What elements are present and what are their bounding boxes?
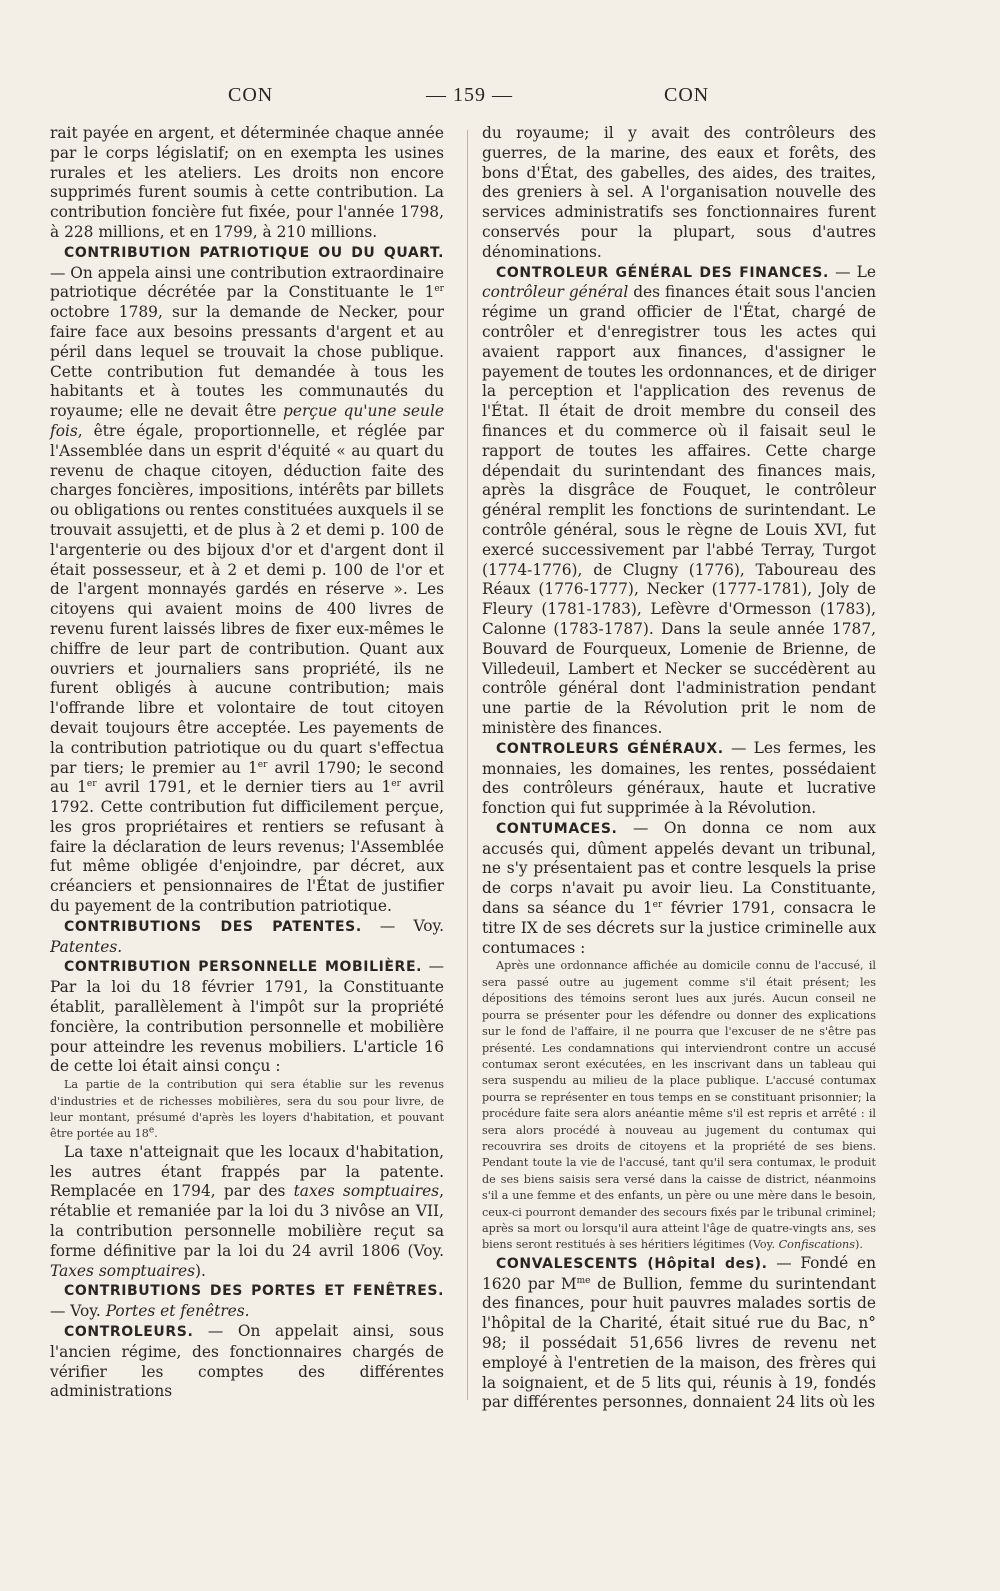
entry-controleurs: CONTROLEURS. — On appelait ainsi, sous l'ancien régime, des fonctionnaires chargés de vérifier les comptes des différentes administrations [50,1322,444,1401]
entry-heading: CONTROLEURS. [64,1324,194,1341]
paragraph: rait payée en argent, et déterminée chaque année par le corps législatif; on en exempta les usines rurales et les ateliers. Les droits non encore supprimés furent soumis à cette contribution. La contribution foncière fut fixée, pour l'année 1798, à 228 millions, et en 1799, à 210 millions. [50,124,444,241]
entry-heading: CONTRIBUTION PATRIOTIQUE OU DU QUART. [64,244,444,261]
entry-heading: CONTRIBUTIONS DES PATENTES. [64,918,362,935]
entry-contribution-personnelle: CONTRIBUTION PERSONNELLE MOBILIÈRE. — Par la loi du 18 février 1791, la Constituante établit, parallèlement à l'impôt sur la propriété foncière, la contribution personnelle et mobilière pour atteindre les revenus mobiliers. L'article 16 de cette loi était ainsi conçu : [50,957,444,1076]
header-left: CON [228,84,274,106]
quoted-article: La partie de la contribution qui sera établie sur les revenus d'industries et de richesses mobilières, sera du sou pour livre, de leur montant, présumé d'après les loyers d'habitation, et pouvant être portée au 18e. [50,1078,444,1141]
running-header [0,84,1000,114]
left-column [50,124,444,1402]
entry-portes-fenetres: CONTRIBUTIONS DES PORTES ET FENÊTRES. — Voy. Portes et fenêtres. [50,1283,444,1321]
entry-controleur-general: CONTROLEUR GÉNÉRAL DES FINANCES. — Le contrôleur général des finances était sous l'ancien régime un grand officier de l'État, chargé de contrôler et d'enregistrer tous les actes qui avaient rapport aux finances, d'assigner le payement de toutes les ordonnances, et de diriger la perception et l'application des revenus de l'État. Il était de droit membre du conseil des finances et du commerce où il faisait seul le rapport de toutes les affaires. Cette charge dépendait du surintendant des finances mais, après la disgrâce de Fouquet, le contrôleur général remplit les fonctions de surintendant. Le contrôle général, sous le règne de Louis XVI, fut exercé successivement par l'abbé Terray, Turgot (1774-1776), de Clugny (1776), Taboureau des Réaux (1776-1777), Necker (1777-1781), Joly de Fleury (1781-1783), Lefèvre d'Ormesson (1783), Calonne (1783-1787). Dans la seule année 1787, Bouvard de Fourqueux, Lomenie de Brienne, de Villedeuil, Lambert et Necker se succédèrent au contrôle général dont l'administration pendant une partie de la Révolution prit le nom de ministère des finances. [482,262,876,737]
column-divider [467,130,468,1400]
entry-heading: CONTROLEUR GÉNÉRAL DES FINANCES. [496,264,829,281]
entry-contributions-patentes: CONTRIBUTIONS DES PATENTES. — Voy. Patentes. [50,916,444,956]
entry-heading: CONTROLEURS GÉNÉRAUX. [496,740,724,757]
paragraph: du royaume; il y avait des contrôleurs des guerres, de la marine, des eaux et forêts, des bons d'État, des gabelles, des aides, des traites, des greniers à sel. A l'organisation nouvelle des services administratifs ses fonctionnaires furent conservés pour la plupart, sous d'autres dénominations. [482,124,876,261]
quoted-decree: Après une ordonnance affichée au domicile connu de l'accusé, il sera passé outre au jugement comme s'il était présent; les dépositions des témoins seront lues aux jurés. Aucun conseil ne pourra se présenter pour les défendre ou donner des explications sur le fond de l'affaire, il ne pourra que l'excuser de ne s'être pas présenté. Les condamnations qui interviendront contre un accusé contumax seront exécutées, en les inscrivant dans un tableau qui sera suspendu au milieu de la place publique. L'accusé contumax pourra se représenter en tous temps en se constituant prisonnier; la procédure faite sera alors anéantie même s'il est repris et arrêté : il sera alors procédé à nouveau au jugement du contumax qui recouvrira ses droits de citoyens et la propriété de ses biens. Pendant toute la vie de l'accusé, tant qu'il sera contumax, le produit de ses biens saisis sera versé dans la caisse de district, néanmoins s'il a une femme et des enfants, un père ou une mère dans le besoin, ceux-ci pourront demander des secours fixés par le tribunal criminel; après sa mort ou lorsqu'il aura atteint l'âge de quatre-vingts ans, ses biens seront restitués à ses héritiers légitimes (Voy. Confiscations). [482,959,876,1252]
entry-heading: CONTUMACES. [496,820,618,837]
page-number: — 159 — [426,84,513,106]
entry-heading: CONTRIBUTION PERSONNELLE MOBILIÈRE. [64,959,423,976]
right-column [482,124,876,1413]
entry-heading: CONTRIBUTIONS DES PORTES ET FENÊTRES. [64,1283,444,1300]
entry-contribution-patriotique: CONTRIBUTION PATRIOTIQUE OU DU QUART. — On appela ainsi une contribution extraordinaire patriotique décrétée par la Constituante le 1er octobre 1789, sur la demande de Necker, pour faire face aux besoins pressants d'argent et au péril dans lequel se trouvait la chose publique. Cette contribution fut demandée à tous les habitants et à toutes les communautés du royaume; elle ne devait être perçue qu'une seule fois, être égale, proportionnelle, et réglée par l'Assemblée dans un esprit d'équité « au quart du revenu de chaque citoyen, déduction faite des charges foncières, impositions, intérêts par billets ou obligations ou rentes constituées auxquels il se trouvait assujetti, et de plus à 2 et demi p. 100 de l'argenterie ou des bijoux d'or et d'argent dont il était possesseur, et à 2 et demi p. 100 de l'or et de l'argent monnayés gardés en réserve ». Les citoyens qui avaient moins de 400 livres de revenu furent laissés libres de fixer eux-mêmes le chiffre de leur part de contribution. Quant aux ouvriers et journaliers sans propriété, ils ne furent obligés à aucune contribution; mais l'offrande libre et volontaire de tout citoyen devait toujours être acceptée. Les payements de la contribution patriotique ou du quart s'effectua par tiers; le premier au 1er avril 1790; le second au 1er avril 1791, et le dernier tiers au 1er avril 1792. Cette contribution fut difficilement perçue, les gros propriétaires et rentiers se refusant à faire la déclaration de leurs revenus; l'Assemblée fut même obligée d'enjoindre, par décret, aux créanciers et pensionnaires de l'État de justifier du payement de la contribution patriotique. [50,244,444,916]
entry-contumaces: CONTUMACES. — On donna ce nom aux accusés qui, dûment appelés devant un tribunal, ne s'y présentaient pas et contre lesquels la prise de corps n'avait pu avoir lieu. La Constituante, dans sa séance du 1er février 1791, consacra le titre IX de ses décrets sur la justice criminelle aux contumaces : [482,818,876,957]
header-right: CON [664,84,710,106]
paragraph: La taxe n'atteignait que les locaux d'habitation, les autres étant frappés par la patente. Remplacée en 1794, par des taxes somptuaires, rétablie et remaniée par la loi du 3 nivôse an VII, la contribution personnelle mobilière reçut sa forme définitive par la loi du 24 avril 1806 (Voy. Taxes somptuaires). [50,1142,444,1280]
entry-controleurs-generaux: CONTROLEURS GÉNÉRAUX. — Les fermes, les monnaies, les domaines, les rentes, possédaient des contrôleurs généraux, haute et lucrative fonction qui fut supprimée à la Révolution. [482,738,876,818]
entry-heading: CONVALESCENTS (Hôpital des). [496,1255,768,1272]
entry-convalescents: CONVALESCENTS (Hôpital des). — Fondé en 1620 par $M^{me}$ de Bullion, femme du surintendant des finances, pour huit pauvres malades sortis de l'hôpital de la Charité, était situé rue du Bac, n° 98; il possédait 51,656 livres de revenu net employé à l'entretien de la maison, des frères qui la soignaient, et de 5 lits qui, réunis à 19, fondés par différentes personnes, donnaient 24 lits où les [482,1253,876,1412]
